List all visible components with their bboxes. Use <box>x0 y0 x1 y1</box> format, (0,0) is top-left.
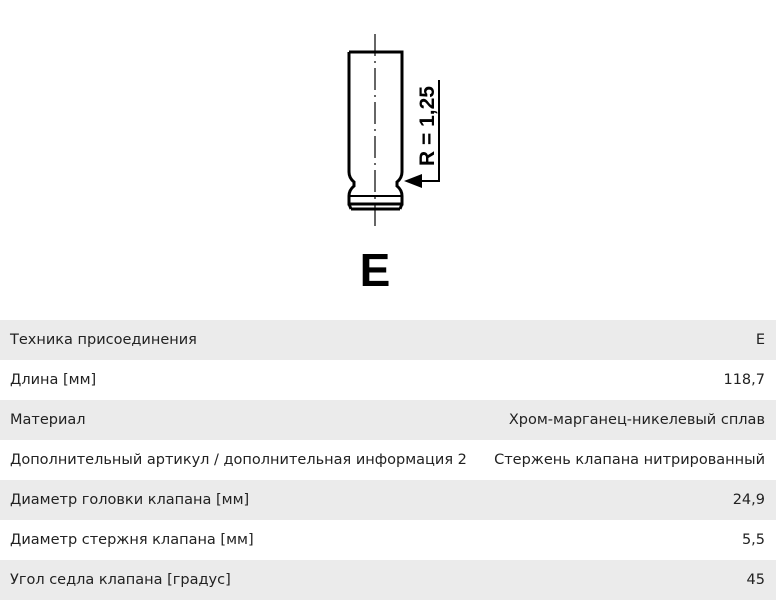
spec-label: Угол седла клапана [градус] <box>10 572 231 588</box>
spec-label: Диаметр стержня клапана [мм] <box>10 532 254 548</box>
spec-row-material <box>0 400 776 440</box>
spec-value: 118,7 <box>723 372 765 388</box>
spec-value: 5,5 <box>741 532 765 548</box>
spec-value: Хром-марганец-никелевый сплав <box>508 412 765 428</box>
spec-label: Материал <box>10 412 86 428</box>
spec-value: Стержень клапана нитрированный <box>494 452 765 468</box>
spec-label: Техника присоединения <box>10 332 197 348</box>
radius-arrow-icon <box>404 174 422 188</box>
spec-value: 24,9 <box>732 492 765 508</box>
spec-row-extra-info <box>0 440 776 480</box>
specs-table <box>0 320 776 600</box>
spec-label: Длина [мм] <box>10 372 97 388</box>
spec-value: E <box>755 332 765 348</box>
spec-value: 45 <box>746 572 765 588</box>
spec-label: Дополнительный артикул / дополнительная информация 2 <box>10 452 467 468</box>
connection-type-letter: E <box>359 244 391 296</box>
spec-row-length <box>0 360 776 400</box>
spec-label: Диаметр головки клапана [мм] <box>10 492 250 508</box>
spec-row-seat-angle <box>0 560 776 600</box>
spec-row-stem-diameter <box>0 520 776 560</box>
spec-row-head-diameter <box>0 480 776 520</box>
spec-row-connection <box>0 320 776 360</box>
radius-annotation: R = 1,25 <box>416 86 439 166</box>
